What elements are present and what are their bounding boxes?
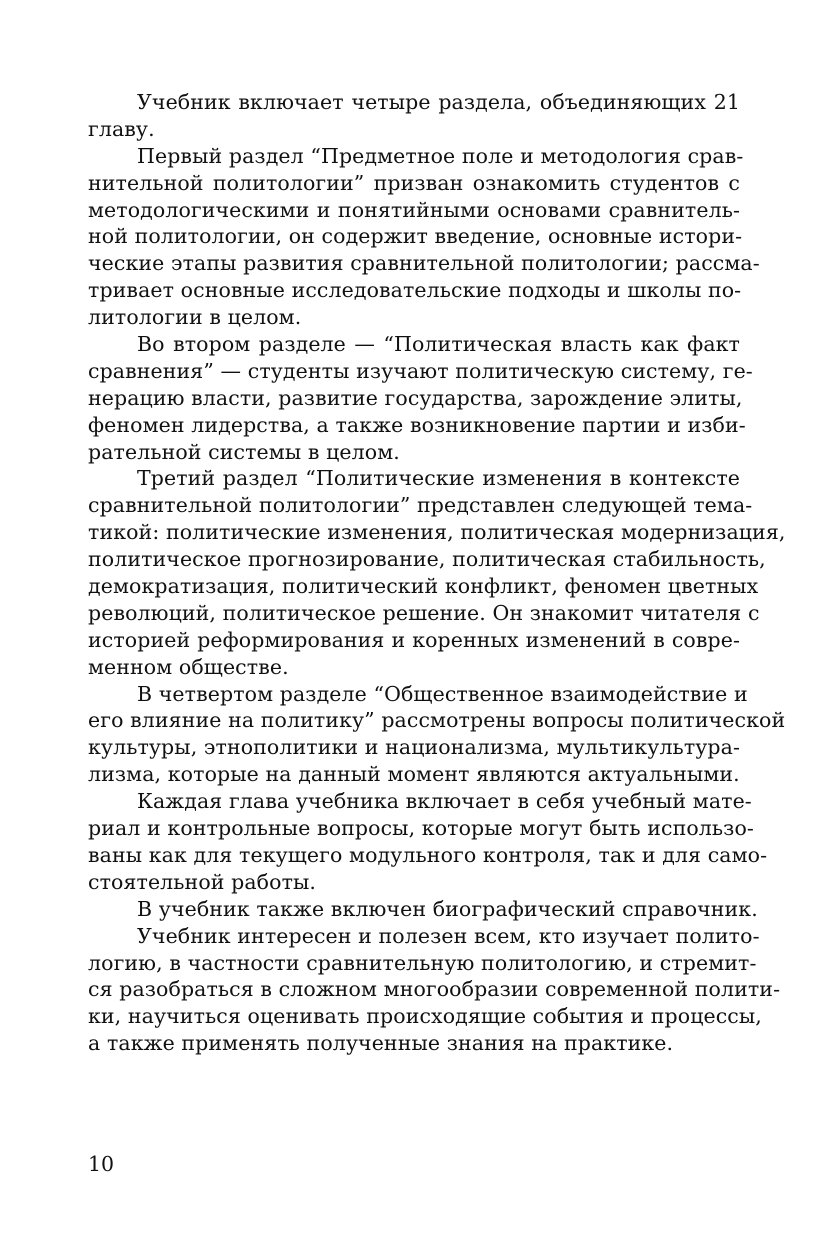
text-line: феномен лидерства, а также возникновение партии и изби- [88, 412, 746, 437]
text-line: Каждая глава учебника включает в себя учебный мате- [137, 789, 752, 814]
text-line: ной политологии, он содержит введение, основные истори- [88, 224, 743, 249]
text-line: Учебник включает четыре раздела, объединяющих 21 [137, 90, 740, 114]
text-line: рательной системы в целом. [88, 439, 400, 464]
text-line: риал и контрольные вопросы, которые могут быть использо- [88, 816, 754, 841]
text-line: Во втором разделе — “Политическая власть как факт [137, 332, 740, 357]
text-line: методологическими и понятийными основами сравнитель- [88, 197, 740, 222]
text-line: сравнения” — студенты изучают политическую систему, ге- [88, 358, 753, 383]
text-line: стоятельной работы. [88, 869, 317, 894]
paragraph-chapter-structure [88, 788, 768, 896]
text-line: В учебник также включен биографический справочник. [137, 896, 758, 921]
text-line: ваны как для текущего модульного контроля, так и для само- [88, 842, 768, 867]
paragraph-section-three [88, 465, 786, 680]
text-line: сравнительной политологии” представлен следующей тема- [88, 493, 753, 518]
text-line: ческие этапы развития сравнительной политологии; рассма- [88, 251, 760, 276]
text-line: лизма, которые на данный момент являются актуальными. [88, 762, 740, 787]
text-line: логию, в частности сравнительную политологию, и стремит- [88, 950, 757, 975]
text-line: революций, политическое решение. Он знакомит читателя с [88, 600, 760, 625]
text-line: Первый раздел “Предметное поле и методология срав- [137, 143, 744, 168]
text-line: менном обществе. [88, 654, 289, 679]
text-line: нерацию власти, развитие государства, зарождение элиты, [88, 385, 743, 410]
paragraph-section-two [88, 331, 753, 465]
text-line: ки, научиться оценивать происходящие события и процессы, [88, 1004, 762, 1029]
text-line: его влияние на политику” рассмотрены вопросы политической [88, 708, 786, 733]
paragraph-audience [88, 923, 781, 1057]
text-line: В четвертом разделе “Общественное взаимодействие и [137, 681, 748, 706]
text-line: тикой: политические изменения, политическая модернизация, [88, 520, 786, 545]
text-line: Учебник интересен и полезен всем, кто изучает полито- [137, 923, 760, 948]
paragraph-section-four [88, 681, 786, 789]
text-line: демократизация, политический конфликт, феномен цветных [88, 574, 759, 599]
text-line: нительной политологии” призван ознакомить студентов с [88, 170, 740, 195]
text-line: а также применять полученные знания на практике. [88, 1031, 674, 1056]
text-line: ся разобраться в сложном многообразии современной полити- [88, 977, 781, 1002]
text-line: культуры, этнополитики и национализма, мультикультура- [88, 735, 740, 760]
text-line: историей реформирования и коренных изменений в совре- [88, 627, 740, 652]
paragraph-intro [88, 89, 740, 143]
text-line: тривает основные исследовательские подходы и школы по- [88, 278, 742, 303]
text-line: политическое прогнозирование, политическая стабильность, [88, 547, 766, 572]
page-body [88, 89, 786, 1057]
text-line: литологии в целом. [88, 305, 302, 330]
page-number: 10 [88, 1152, 115, 1176]
paragraph-section-one [88, 143, 760, 331]
text-line: Третий раздел “Политические изменения в контексте [137, 466, 740, 491]
text-line: главу. [88, 116, 155, 141]
paragraph-reference [88, 896, 758, 923]
